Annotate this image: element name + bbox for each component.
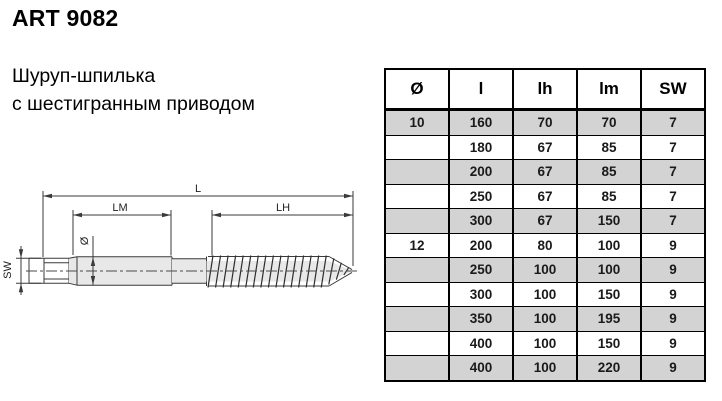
table-cell: 100 [577, 233, 641, 258]
table-cell: 100 [513, 356, 577, 381]
table-cell: 85 [577, 184, 641, 209]
table-cell: 100 [513, 307, 577, 332]
table-row [385, 135, 705, 160]
table-cell: 9 [641, 258, 705, 283]
table-row [385, 160, 705, 185]
dimensions-table [384, 68, 706, 382]
table-cell: 7 [641, 209, 705, 234]
table-row [385, 258, 705, 283]
table-cell [385, 307, 449, 332]
table-cell: 220 [577, 356, 641, 381]
table-row [385, 233, 705, 258]
column-header: lm [577, 69, 641, 110]
table-row [385, 307, 705, 332]
table-cell: 70 [513, 110, 577, 136]
table-cell: 67 [513, 135, 577, 160]
dimension-wood-thread-length [212, 210, 353, 256]
table-cell [385, 209, 449, 234]
table-cell: 250 [449, 184, 513, 209]
table-cell: 300 [449, 282, 513, 307]
table-cell: 400 [449, 331, 513, 356]
table-cell: 67 [513, 184, 577, 209]
table-cell: 7 [641, 160, 705, 185]
table-row [385, 110, 705, 136]
table-cell: 195 [577, 307, 641, 332]
table-cell: 100 [513, 258, 577, 283]
table-cell [385, 258, 449, 283]
page-title: ART 9082 [12, 5, 119, 31]
table-cell: 250 [449, 258, 513, 283]
table-cell: 67 [513, 160, 577, 185]
table-cell: 10 [385, 110, 449, 136]
table-cell: 12 [385, 233, 449, 258]
table-row [385, 331, 705, 356]
table-cell: 85 [577, 160, 641, 185]
technical-drawing [0, 170, 380, 310]
table-cell: 7 [641, 184, 705, 209]
dimension-machine-thread-length [73, 210, 171, 256]
product-subtitle [12, 62, 255, 118]
table-cell: 9 [641, 356, 705, 381]
subtitle-line-1: Шуруп-шпилька [12, 65, 156, 87]
subtitle-line-2: с шестигранным приводом [12, 93, 255, 115]
table-cell: 7 [641, 110, 705, 136]
label-hex-width: SW [2, 261, 14, 279]
table-row [385, 356, 705, 381]
table-cell: 7 [641, 135, 705, 160]
label-total-length: L [194, 183, 202, 195]
table-cell: 9 [641, 282, 705, 307]
table-cell [385, 331, 449, 356]
label-diameter: Ø [79, 236, 91, 246]
table-cell [385, 282, 449, 307]
column-header: SW [641, 69, 705, 110]
column-header: lh [513, 69, 577, 110]
table-cell: 100 [577, 258, 641, 283]
label-wood-thread: LH [275, 202, 291, 214]
table-cell: 85 [577, 135, 641, 160]
table-cell [385, 356, 449, 381]
table-cell [385, 184, 449, 209]
table-cell: 100 [513, 331, 577, 356]
table-cell: 160 [449, 110, 513, 136]
table-header [385, 69, 705, 110]
table-cell [385, 135, 449, 160]
table-cell: 150 [577, 331, 641, 356]
column-header: Ø [385, 69, 449, 110]
table-row [385, 209, 705, 234]
table-cell: 100 [513, 282, 577, 307]
table-cell: 180 [449, 135, 513, 160]
table-cell: 80 [513, 233, 577, 258]
label-machine-thread: LM [112, 202, 128, 214]
table-row [385, 184, 705, 209]
table-cell [385, 160, 449, 185]
table-cell: 9 [641, 331, 705, 356]
table-cell: 9 [641, 307, 705, 332]
dimension-total-length [43, 191, 353, 266]
table-cell: 150 [577, 209, 641, 234]
table-cell: 150 [577, 282, 641, 307]
table-cell: 200 [449, 160, 513, 185]
column-header: l [449, 69, 513, 110]
table-cell: 350 [449, 307, 513, 332]
table-cell: 400 [449, 356, 513, 381]
table-cell: 200 [449, 233, 513, 258]
table-cell: 9 [641, 233, 705, 258]
table-cell: 300 [449, 209, 513, 234]
table-cell: 70 [577, 110, 641, 136]
table-row [385, 282, 705, 307]
table-cell: 67 [513, 209, 577, 234]
